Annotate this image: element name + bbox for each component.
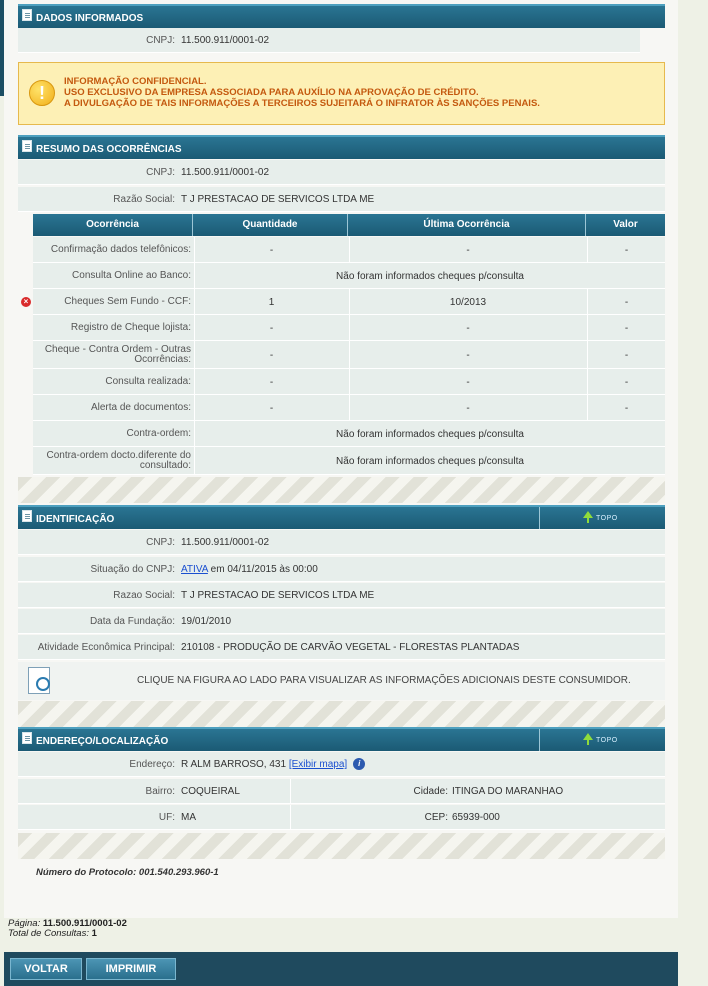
occurrence-valor: - — [587, 395, 665, 421]
field-label: CEP: — [424, 812, 448, 823]
row-endereco — [18, 752, 665, 777]
row-bairro-cidade — [18, 779, 665, 804]
topo-link[interactable] — [539, 507, 665, 529]
divider-stripe — [18, 477, 665, 503]
field-label: Data da Fundação: — [89, 616, 175, 627]
warning-icon: ! — [29, 80, 55, 106]
occurrence-name: Consulta Online ao Banco: — [72, 270, 191, 281]
field-value: 19/01/2010 — [181, 616, 232, 627]
column-separator — [290, 779, 291, 804]
table-row — [33, 341, 665, 369]
field-value: MA — [181, 812, 196, 823]
situacao-link[interactable]: ATIVA — [181, 564, 208, 575]
occurrence-name: Cheque - Contra Ordem - Outras Ocorrências: — [44, 344, 191, 365]
row-dados-cnpj — [18, 28, 640, 53]
field-value: T J PRESTACAO DE SERVICOS LTDA ME — [181, 194, 375, 205]
topo-label: TOPO — [596, 737, 618, 744]
page-info — [8, 919, 127, 939]
protocol-number: Número do Protocolo: 001.540.293.960-1 — [36, 867, 219, 878]
document-icon — [22, 9, 32, 21]
occurrence-note: Não foram informados cheques p/consulta — [194, 263, 665, 289]
occurrence-valor: - — [587, 315, 665, 341]
section-header-identificacao — [18, 505, 665, 529]
occurrence-name: Contra-ordem: — [126, 428, 191, 439]
occurrence-table-header — [33, 214, 665, 236]
occurrence-valor: - — [587, 341, 665, 369]
section-title: IDENTIFICAÇÃO — [36, 514, 115, 525]
field-label: Situação do CNPJ: — [90, 564, 175, 575]
field-label: Bairro: — [145, 786, 175, 797]
row-ident-situacao — [18, 557, 665, 582]
voltar-button[interactable]: VOLTAR — [10, 958, 82, 980]
situacao-date: em 04/11/2015 às 00:00 — [207, 564, 318, 575]
occurrence-ultima: 10/2013 — [349, 289, 586, 315]
occurrence-name: Registro de Cheque lojista: — [70, 322, 191, 333]
field-value: 210108 - PRODUÇÃO DE CARVÃO VEGETAL - FLORESTAS PLANTADAS — [181, 642, 520, 653]
occurrence-ultima: - — [349, 315, 586, 341]
occurrence-qtd: - — [194, 395, 348, 421]
occurrence-name: Contra-ordem docto.diferente do consultado: — [46, 450, 191, 471]
occurrence-name: Cheques Sem Fundo - CCF: — [64, 296, 191, 307]
consumer-info-row — [18, 662, 665, 700]
column-header: Quantidade — [193, 214, 348, 236]
section-header-dados — [18, 4, 665, 28]
occurrence-qtd: 1 — [194, 289, 348, 315]
section-title: DADOS INFORMADOS — [36, 13, 144, 24]
table-row — [33, 263, 665, 289]
occurrence-ultima: - — [349, 341, 586, 369]
occurrence-ultima: - — [349, 369, 586, 395]
occurrence-note: Não foram informados cheques p/consulta — [194, 421, 665, 447]
occurrence-qtd: - — [194, 237, 348, 263]
exibir-mapa-link[interactable]: [Exibir mapa] — [288, 759, 348, 770]
field-value: T J PRESTACAO DE SERVICOS LTDA ME — [181, 590, 375, 601]
table-row — [33, 315, 665, 341]
arrow-up-icon — [583, 511, 593, 518]
occurrence-ultima: - — [349, 237, 586, 263]
occurrence-ultima: - — [349, 395, 586, 421]
table-row — [33, 289, 665, 315]
column-separator — [290, 805, 291, 830]
occurrence-valor: - — [587, 289, 665, 315]
field-value — [181, 557, 318, 582]
document-icon — [22, 140, 32, 152]
topo-label: TOPO — [596, 515, 618, 522]
occurrence-valor: - — [587, 237, 665, 263]
table-row — [33, 421, 665, 447]
alert-line: USO EXCLUSIVO DA EMPRESA ASSOCIADA PARA AUXÍLIO NA APROVAÇÃO DE CRÉDITO. — [64, 87, 479, 98]
alert-line: INFORMAÇÃO CONFIDENCIAL. — [64, 76, 207, 87]
field-label: Razão Social: — [113, 194, 175, 205]
occurrence-valor: - — [587, 369, 665, 395]
endereco-value: R ALM BARROSO, 431 — [181, 759, 287, 770]
occurrence-name: Alerta de documentos: — [90, 402, 191, 413]
row-ident-cnpj — [18, 530, 665, 555]
divider-stripe — [18, 833, 665, 859]
field-value: 11.500.911/0001-02 — [181, 537, 270, 548]
topo-link[interactable] — [539, 729, 665, 751]
alert-line: A DIVULGAÇÃO DE TAIS INFORMAÇÕES A TERCEIROS SUJEITARÁ O INFRATOR ÀS SANÇÕES PENAIS. — [64, 98, 540, 109]
field-label: UF: — [158, 812, 175, 823]
field-value: 11.500.911/0001-02 — [181, 167, 270, 178]
row-ident-razao — [18, 583, 665, 608]
error-icon: × — [21, 297, 31, 307]
column-header: Ocorrência — [33, 214, 193, 236]
imprimir-button[interactable]: IMPRIMIR — [86, 958, 176, 980]
magnifier-document-icon[interactable] — [28, 667, 50, 694]
section-header-endereco — [18, 727, 665, 751]
section-header-resumo — [18, 135, 665, 159]
footer-bar — [4, 952, 678, 986]
occurrence-note: Não foram informados cheques p/consulta — [194, 447, 665, 475]
pagina-value: 11.500.911/0001-02 — [42, 918, 127, 929]
field-value: 11.500.911/0001-02 — [181, 35, 270, 46]
row-ident-fundacao — [18, 609, 665, 634]
field-value: 65939-000 — [452, 812, 500, 823]
table-row — [33, 369, 665, 395]
occurrence-qtd: - — [194, 315, 348, 341]
field-label: CNPJ: — [146, 537, 175, 548]
row-resumo-razao — [18, 187, 665, 212]
document-icon — [22, 732, 32, 744]
arrow-up-icon — [583, 733, 593, 740]
confidential-alert — [18, 62, 665, 125]
column-header: Valor — [613, 219, 638, 230]
table-row — [33, 237, 665, 263]
occurrence-name: Confirmação dados telefônicos: — [50, 244, 191, 255]
section-title: RESUMO DAS OCORRÊNCIAS — [36, 144, 182, 155]
document-icon — [22, 510, 32, 522]
section-title: ENDEREÇO/LOCALIZAÇÃO — [36, 736, 169, 747]
total-value: 1 — [91, 928, 97, 939]
field-label: Razao Social: — [113, 590, 175, 601]
occurrence-name: Consulta realizada: — [105, 376, 191, 387]
row-uf-cep — [18, 805, 665, 830]
row-resumo-cnpj — [18, 160, 665, 185]
field-label: CNPJ: — [146, 167, 175, 178]
info-icon[interactable]: i — [353, 758, 365, 770]
alert-message — [64, 76, 540, 109]
divider-stripe — [18, 701, 665, 727]
table-row — [33, 447, 665, 475]
consumer-info-text: CLIQUE NA FIGURA AO LADO PARA VISUALIZAR AS INFORMAÇÕES ADICIONAIS DESTE CONSUMIDOR. — [137, 675, 631, 686]
occurrence-qtd: - — [194, 341, 348, 369]
field-label: Endereço: — [129, 759, 175, 770]
field-label: Cidade: — [413, 786, 448, 797]
field-label: CNPJ: — [146, 35, 175, 46]
right-gutter — [678, 0, 708, 986]
field-value — [181, 752, 365, 777]
total-label: Total de Consultas: — [8, 928, 89, 939]
pagina-label: Página: — [8, 918, 41, 929]
column-header: Última Ocorrência — [348, 214, 586, 236]
occurrence-qtd: - — [194, 369, 348, 395]
field-value: ITINGA DO MARANHAO — [452, 786, 564, 797]
field-value: COQUEIRAL — [181, 786, 240, 797]
table-row — [33, 395, 665, 421]
field-label: Atividade Econômica Principal: — [37, 642, 175, 653]
row-ident-atividade — [18, 635, 665, 660]
